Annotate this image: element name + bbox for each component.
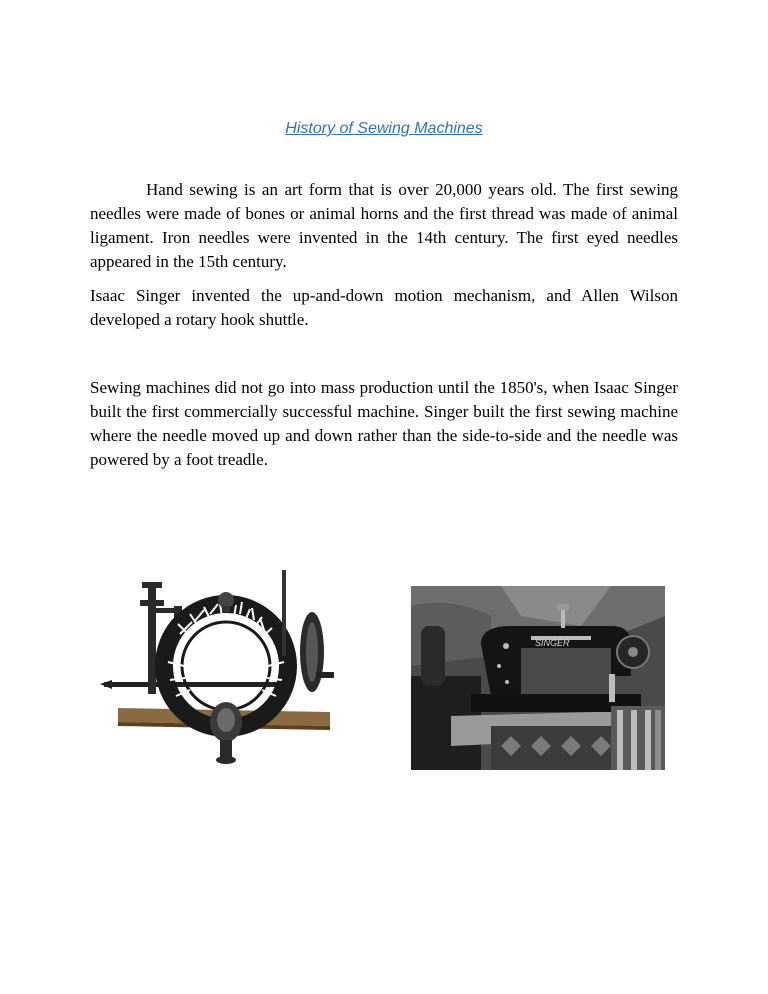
paragraph-hand-sewing: Hand sewing is an art form that is over 20,000 years old. The first sewing needles were made of bones or animal horns and the first thread was made of animal ligament. Iron needles were invented in the 14th century. The first eyed needles appeared in the 15th century. xyxy=(90,180,678,271)
paragraph-singer-wilson: Isaac Singer invented the up-and-down motion mechanism, and Allen Wilson developed a rotary hook shuttle. xyxy=(90,286,678,329)
antique-sewing-machine-icon xyxy=(98,562,338,768)
singer-sewing-machine-photo xyxy=(411,586,665,770)
paragraph-mass-production: Sewing machines did not go into mass production until the 1850's, when Isaac Singer built the first commercially successful machine. Singer built the first sewing machine where the needle moved up and down rather than the side-to-side and the needle was powered by a foot treadle. xyxy=(90,378,678,469)
page-title: History of Sewing Machines xyxy=(285,120,483,137)
singer-brand-text: SINGER xyxy=(535,638,570,648)
